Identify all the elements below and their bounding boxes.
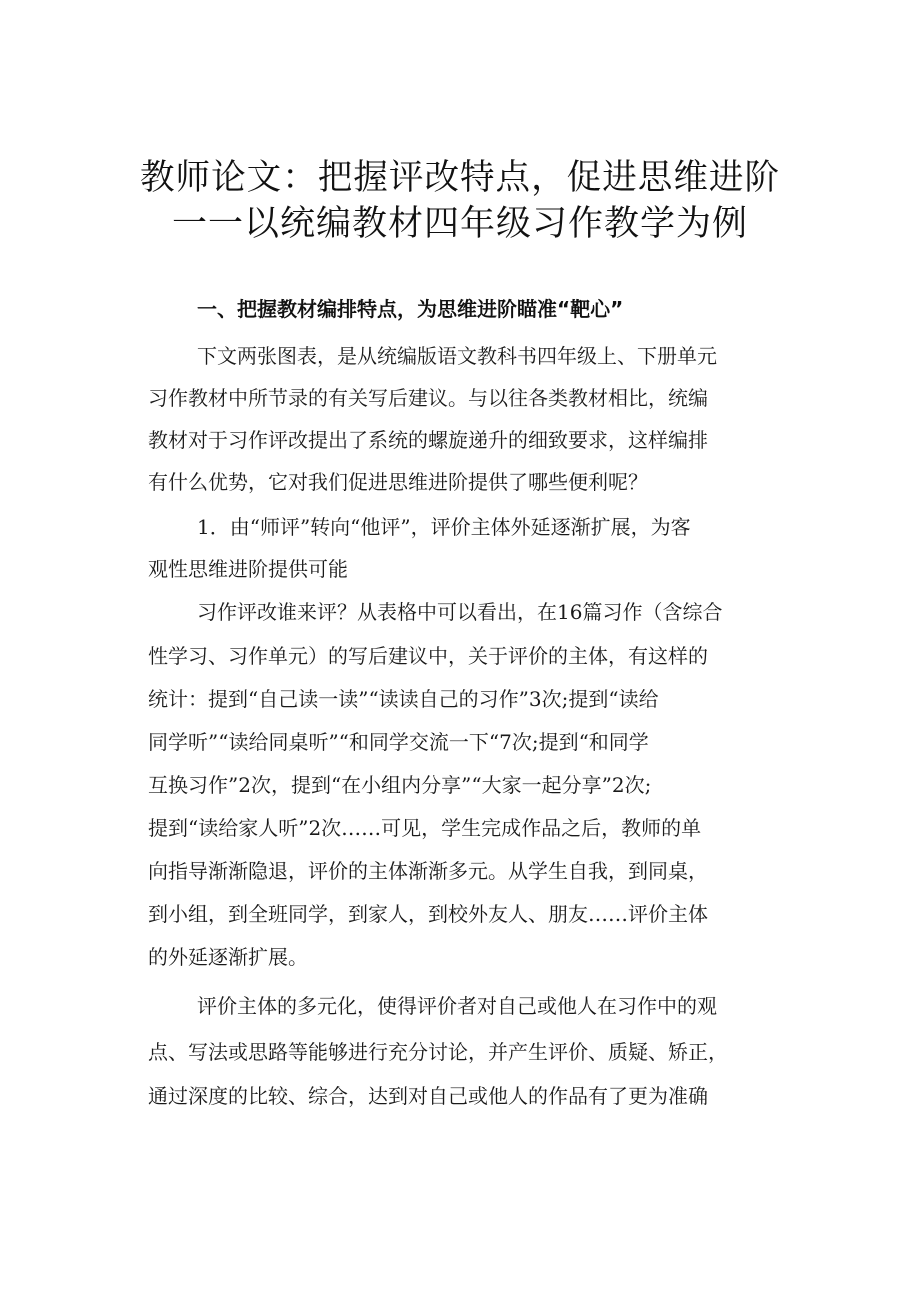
- document-title-line-2: 一一以统编教材四年级习作教学为例: [171, 204, 748, 244]
- paragraph-line: 有什么优势，它对我们促进思维进阶提供了哪些便利呢？: [148, 470, 648, 494]
- paragraph-line: 下文两张图表，是从统编版语文教科书四年级上、下册单元: [197, 344, 717, 368]
- document-title-line-1: 教师论文：把握评改特点，促进思维进阶: [139, 158, 780, 198]
- paragraph-line: 教材对于习作评改提出了系统的螺旋递升的细致要求，这样编排: [148, 428, 708, 452]
- paragraph-line: 通过深度的比较、综合，达到对自己或他人的作品有了更为准确: [148, 1084, 708, 1108]
- paragraph-line: 互换习作”2次，提到“在小组内分享”“大家一起分享”2次;: [148, 773, 652, 797]
- section-heading: 一、把握教材编排特点，为思维进阶瞄准“靶心”: [197, 297, 624, 321]
- paragraph-line: 的外延逐渐扩展。: [148, 945, 308, 969]
- paragraph-line: 同学听”“读给同桌听”“和同学交流一下“7次;提到“和同学: [148, 730, 649, 754]
- paragraph-line: 到小组，到全班同学，到家人，到校外友人、朋友……评价主体: [148, 902, 708, 926]
- paragraph-line: 习作评改谁来评？从表格中可以看出，在16篇习作（含综合: [197, 600, 723, 624]
- paragraph-line: 点、写法或思路等能够进行充分讨论，并产生评价、质疑、矫正，: [148, 1040, 728, 1064]
- paragraph-line: 统计：提到“自己读一读”“读读自己的习作”3次;提到“读给: [148, 687, 659, 711]
- paragraph-line: 评价主体的多元化，使得评价者对自己或他人在习作中的观: [197, 994, 717, 1018]
- paragraph-line: 1．由“师评”转向“他评”，评价主体外延逐渐扩展，为客: [197, 515, 691, 539]
- paragraph-line: 习作教材中所节录的有关写后建议。与以往各类教材相比，统编: [148, 386, 708, 410]
- paragraph-line: 性学习、习作单元）的写后建议中，关于评价的主体，有这样的: [148, 644, 708, 668]
- paragraph-line: 观性思维进阶提供可能: [148, 557, 348, 581]
- paragraph-line: 向指导渐渐隐退，评价的主体渐渐多元。从学生自我，到同桌，: [148, 859, 708, 883]
- paragraph-line: 提到“读给家人听”2次……可见，学生完成作品之后，教师的单: [148, 816, 702, 840]
